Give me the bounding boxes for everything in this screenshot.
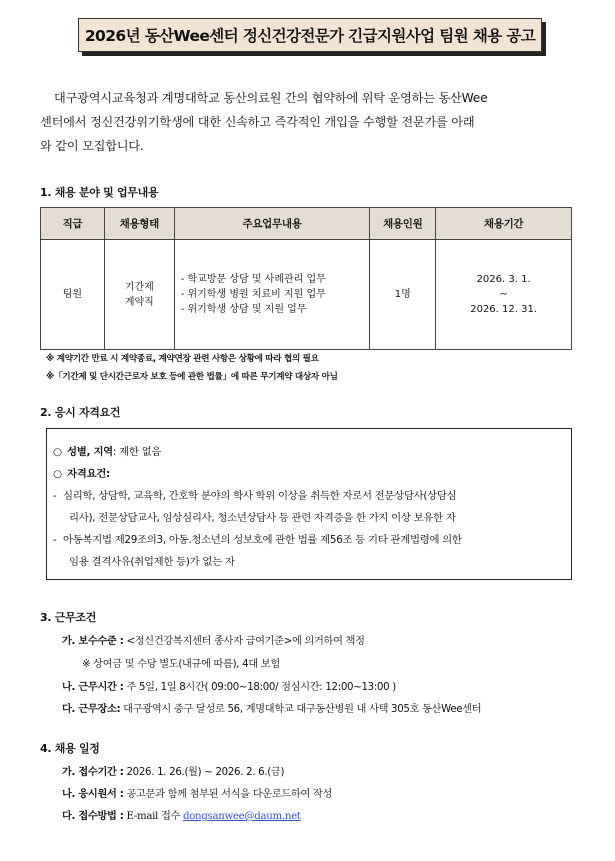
- application-method-row: [62, 807, 301, 822]
- header-rank: 직급: [41, 208, 105, 240]
- place-label: 다. 근무장소:: [62, 704, 121, 715]
- application-form-value: 공고문과 함께 첨부된 서식을 다운로드하여 작성: [126, 789, 333, 800]
- email-link[interactable]: dongsanwee@daum.net: [183, 811, 301, 822]
- place-value: 대구광역시 중구 달성로 56, 계명대학교 대구동산병원 내 사택 305호 동산Wee센터: [123, 704, 482, 715]
- period-end: 2026. 12. 31.: [470, 304, 537, 315]
- hours-label: 나. 근무시간 :: [62, 682, 124, 693]
- dash-bullet: -: [53, 490, 57, 502]
- intro-line-2: 센터에서 정신건강위기학생에 대한 신속하고 즉각적인 개입을 수행할 전문가를 아래: [40, 115, 475, 129]
- note-item: ※ 계약기간 만료 시 계약종료, 계약연장 관련 사항은 상황에 따라 협의 필요: [46, 354, 319, 364]
- cell-count: 1명: [370, 240, 436, 350]
- application-period-value: 2026. 1. 26.(월) ~ 2026. 2. 6.(금): [126, 767, 285, 778]
- place-row: [62, 700, 481, 715]
- application-period-row: [62, 763, 284, 778]
- period-separator: ~: [499, 289, 508, 300]
- qualification-1-line1: 심리학, 상담학, 교육학, 간호학 분야의 학사 학위 이상을 취득한 자로서 전문상담사(상담심: [63, 490, 457, 502]
- cell-duties: [174, 240, 370, 350]
- header-count: 채용인원: [370, 208, 436, 240]
- application-method-value: E-mail 접수: [126, 811, 181, 822]
- gender-label: 성별, 지역: [67, 446, 113, 458]
- qualification-box: [46, 428, 572, 580]
- application-form-label: 나. 응시원서 :: [62, 789, 124, 800]
- intro-line-1: 대구광역시교육청과 계명대학교 동산의료원 간의 협약하에 위탁 운영하는 동산Wee: [54, 91, 488, 105]
- dash-bullet: -: [53, 534, 57, 546]
- section2-title: 2. 응시 자격요건: [40, 406, 121, 419]
- qualification-label: 자격요건:: [67, 468, 110, 480]
- section3-title: 3. 근무조건: [40, 611, 97, 624]
- qualification-1-line2: 리사), 전문상담교사, 임상심리사, 청소년상담사 등 관련 자격증을 한 가지 이상 보유한 자: [69, 512, 456, 524]
- circle-bullet-icon: ○: [53, 468, 62, 480]
- header-period: 채용기간: [436, 208, 572, 240]
- pay-value: <정신건강복지센터 종사자 급여기준>에 의거하여 책정: [126, 636, 365, 647]
- hours-value: 주 5일, 1일 8시간( 09:00~18:00/ 점심시간: 12:00~13:00 ): [126, 682, 396, 693]
- section4-title: 4. 채용 일정: [40, 742, 100, 755]
- qualification-label-row: [53, 463, 565, 485]
- circle-bullet-icon: ○: [53, 446, 62, 458]
- cell-type: [104, 240, 174, 350]
- duty-item: - 위기학생 병원 치료비 지원 업무: [180, 289, 326, 300]
- table-row: [41, 240, 572, 350]
- contract-notes: [46, 350, 338, 386]
- application-period-label: 가. 접수기간 :: [62, 767, 124, 778]
- cell-type-line2: 계약직: [124, 296, 154, 308]
- header-type: 채용형태: [104, 208, 174, 240]
- qualification-item: [53, 485, 565, 507]
- section1-title: 1. 채용 분야 및 업무내용: [40, 186, 159, 199]
- intro-line-3: 와 같이 모집합니다.: [40, 139, 144, 153]
- hours-row: [62, 678, 396, 693]
- cell-rank: 팀원: [41, 240, 105, 350]
- gender-region-row: [53, 441, 565, 463]
- duty-item: - 학교방문 상담 및 사례관리 업무: [180, 274, 326, 285]
- qualification-2-line1: 아동복지법 제29조의3, 아동.청소년의 성보호에 관한 법률 제56조 등 기타 관계법령에 의한: [63, 534, 462, 546]
- qualification-item: [53, 529, 565, 551]
- pay-row: [62, 632, 365, 647]
- page-title: 2026년 동산Wee센터 정신건강전문가 긴급지원사업 팀원 채용 공고: [78, 18, 542, 52]
- gender-value: : 제한 없음: [112, 446, 162, 458]
- pay-note: ※ 상여금 및 수당 별도(내규에 따름), 4대 보험: [82, 659, 280, 670]
- application-form-row: [62, 785, 332, 800]
- cell-type-line1: 기간제: [124, 281, 154, 293]
- pay-label: 가. 보수수준 :: [62, 636, 124, 647]
- job-table: [40, 207, 572, 350]
- intro-paragraph: [40, 86, 580, 158]
- duty-item: - 위기학생 상담 및 지원 업무: [180, 304, 307, 315]
- cell-period: [436, 240, 572, 350]
- application-method-label: 다. 접수방법 :: [62, 811, 124, 822]
- header-duties: 주요업무내용: [174, 208, 370, 240]
- note-item: ※「기간제 및 단시간근로자 보호 등에 관한 법률」에 따른 무기계약 대상자 아님: [46, 372, 338, 382]
- period-start: 2026. 3. 1.: [476, 274, 531, 285]
- qualification-2-line2: 임용 결격사유(취업제한 등)가 없는 자: [69, 556, 235, 568]
- table-header-row: [41, 208, 572, 240]
